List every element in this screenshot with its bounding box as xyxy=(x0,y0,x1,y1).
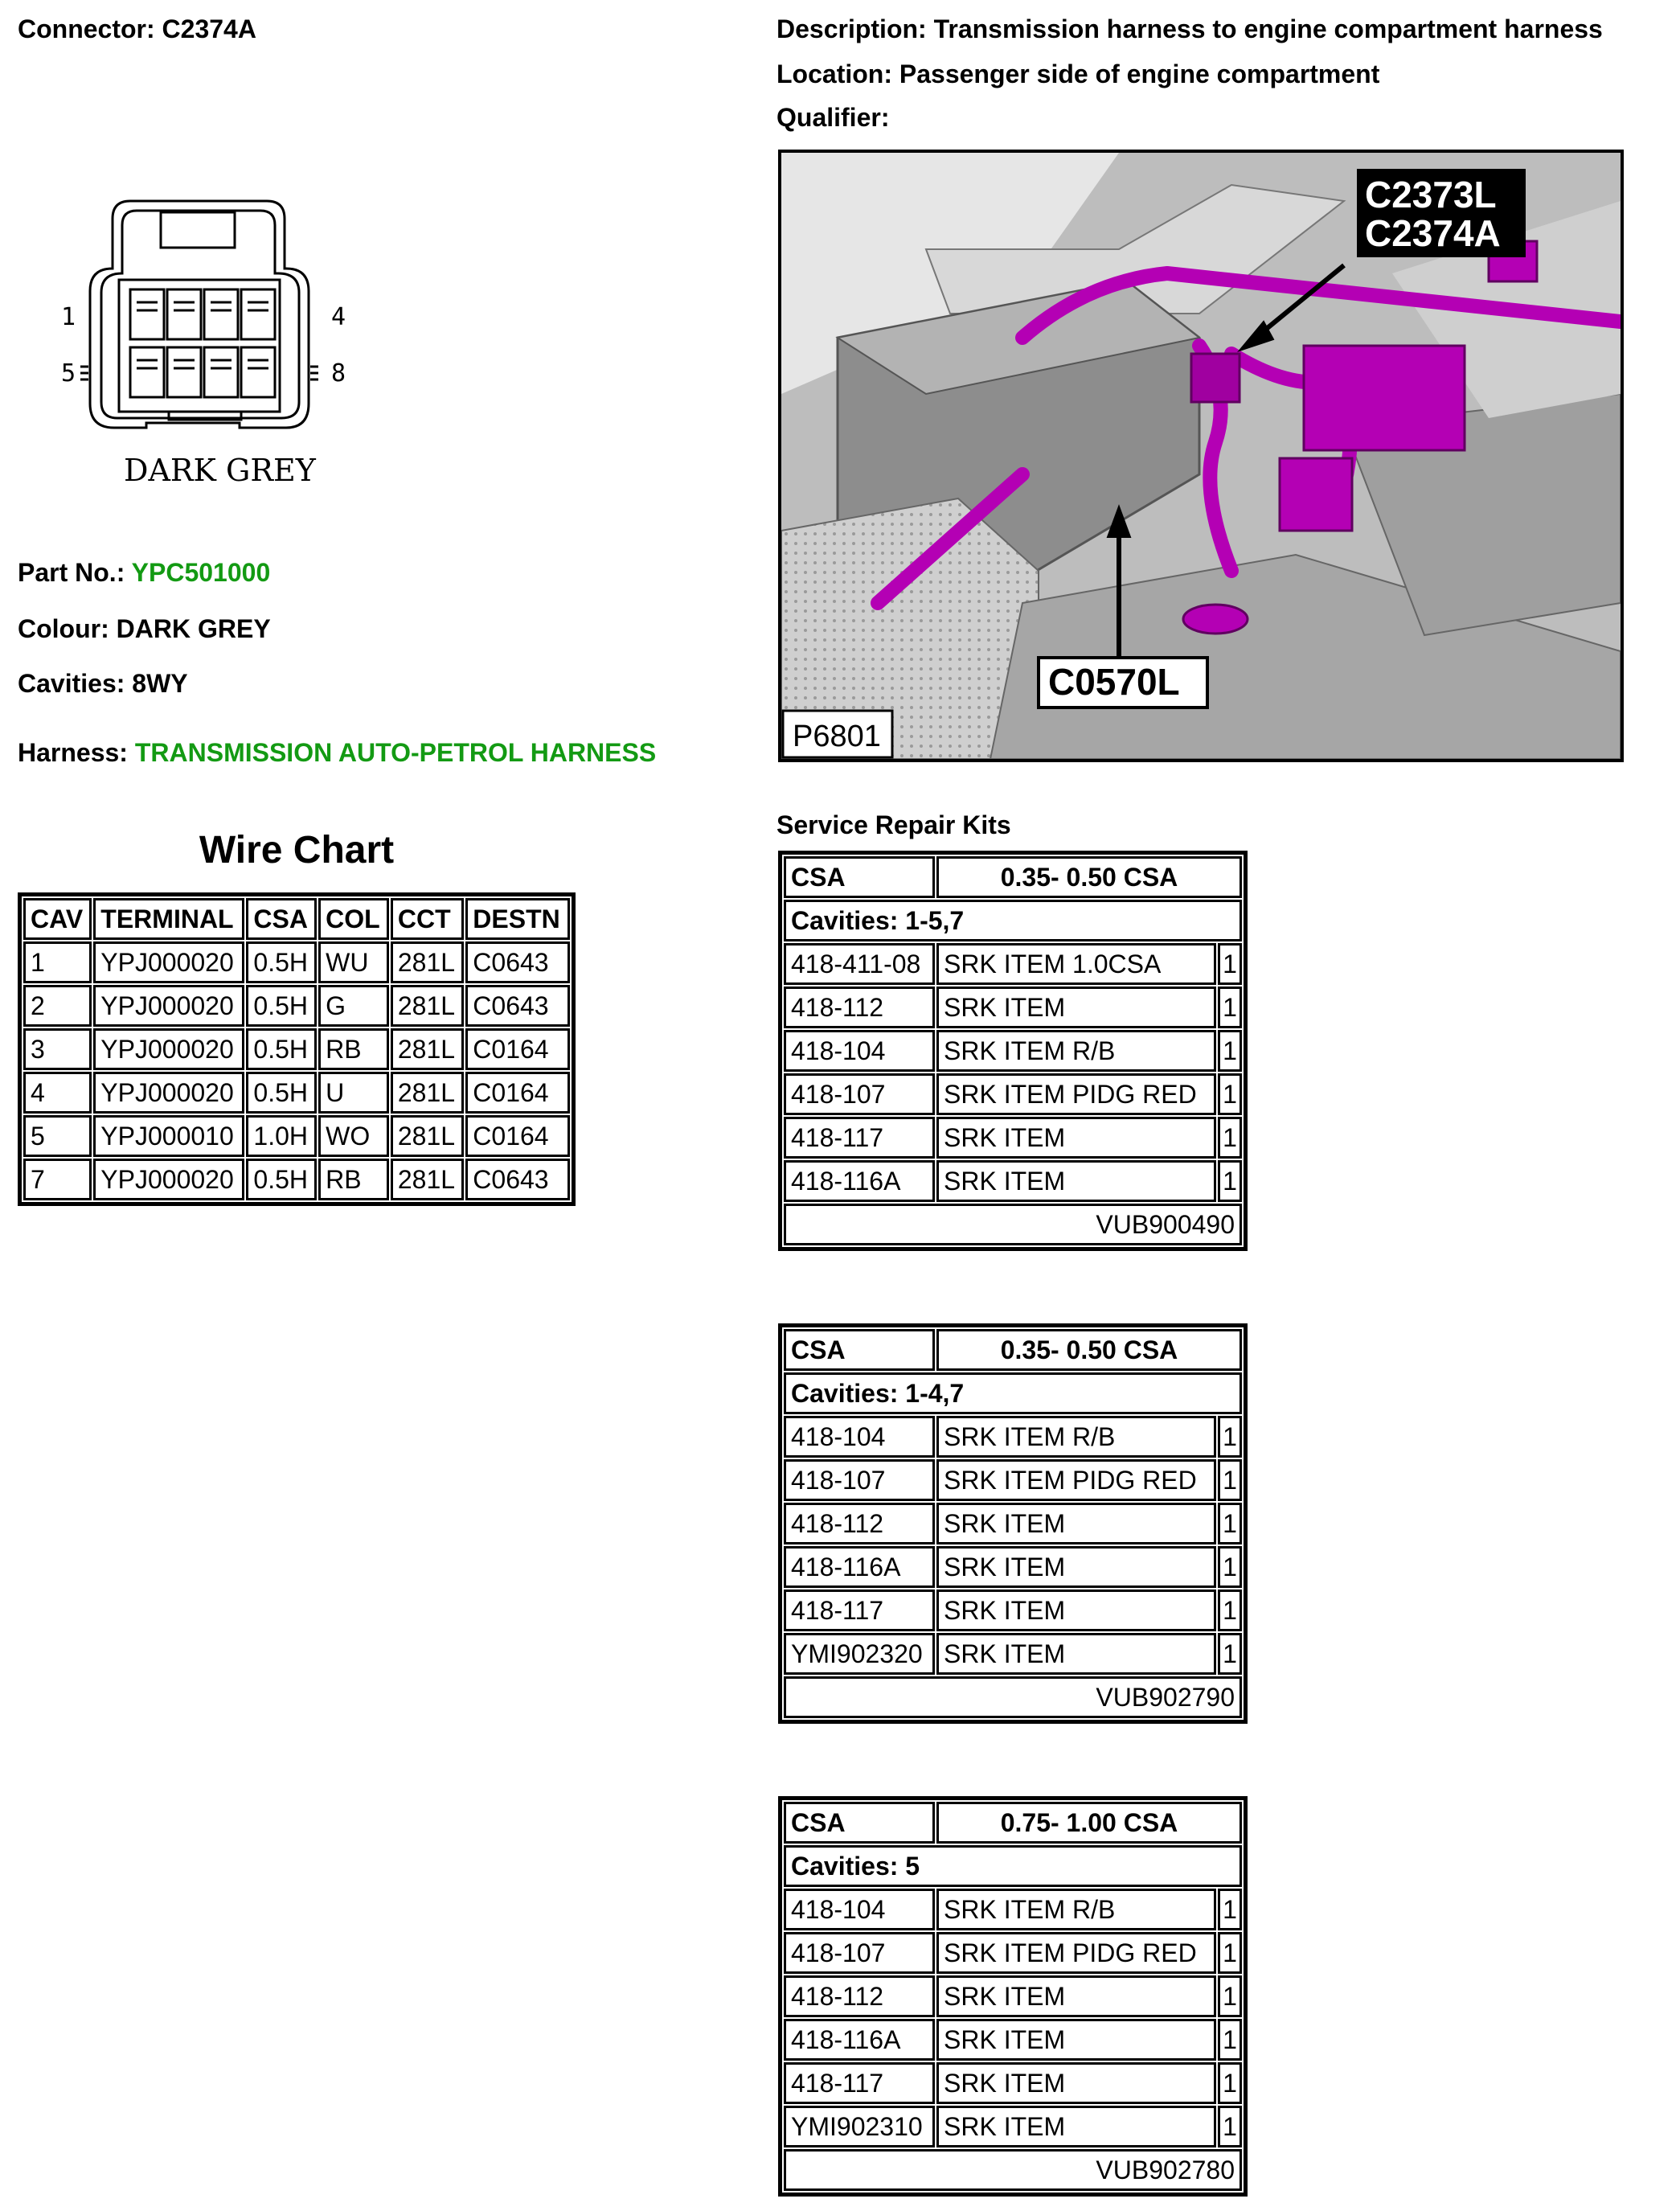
location-photo xyxy=(778,150,1624,762)
service-repair-kits-title: Service Repair Kits xyxy=(776,810,1011,839)
wire-cell-cct: 281L xyxy=(391,941,464,983)
connector-colour-caption: DARK GREY xyxy=(124,453,316,488)
kit-item-row xyxy=(784,1975,1242,2017)
wire-cell-terminal: YPJ000020 xyxy=(93,1159,244,1200)
kit-item-code: YMI902320 xyxy=(784,1633,935,1675)
kit-item-qty: 1 xyxy=(1218,2062,1242,2104)
colour-value: DARK GREY xyxy=(116,614,271,643)
wire-header-destn: DESTN xyxy=(465,898,570,940)
kit-csa-value: 0.35- 0.50 CSA xyxy=(936,1329,1242,1371)
kit-item-qty: 1 xyxy=(1218,1975,1242,2017)
kit-item-description: SRK ITEM xyxy=(936,2106,1216,2147)
kit-item-description: SRK ITEM 1.0CSA xyxy=(936,943,1216,985)
figure-id: P6801 xyxy=(793,720,881,753)
wire-cell-cct: 281L xyxy=(391,985,464,1027)
wire-cell-destn: C0643 xyxy=(465,985,570,1027)
location-value: Passenger side of engine compartment xyxy=(899,59,1380,88)
wire-cell-cct: 281L xyxy=(391,1028,464,1070)
kit-number-row xyxy=(784,1204,1242,1245)
kit-item-row xyxy=(784,1416,1242,1458)
wire-cell-csa: 1.0H xyxy=(246,1115,317,1157)
wire-cell-csa: 0.5H xyxy=(246,1072,317,1114)
wire-header-csa: CSA xyxy=(246,898,317,940)
kit-item-description: SRK ITEM xyxy=(936,1546,1216,1588)
wire-cell-terminal: YPJ000020 xyxy=(93,1028,244,1070)
description-label: Description: xyxy=(776,14,927,43)
wire-header-col: COL xyxy=(318,898,389,940)
colour-label: Colour: xyxy=(18,614,109,643)
wire-cell-csa: 0.5H xyxy=(246,1028,317,1070)
wire-cell-terminal: YPJ000020 xyxy=(93,985,244,1027)
wire-chart-row xyxy=(23,985,570,1027)
wire-cell-terminal: YPJ000020 xyxy=(93,941,244,983)
kit-item-qty: 1 xyxy=(1218,2106,1242,2147)
wire-cell-cct: 281L xyxy=(391,1115,464,1157)
kit-cavities-row xyxy=(784,1845,1242,1887)
kit-item-row xyxy=(784,1932,1242,1974)
kit-item-row xyxy=(784,987,1242,1028)
kit-item-row xyxy=(784,1546,1242,1588)
kit-csa-label: CSA xyxy=(784,856,935,898)
description-line xyxy=(776,14,1603,44)
kit-csa-label: CSA xyxy=(784,1802,935,1844)
kit-item-qty: 1 xyxy=(1218,1546,1242,1588)
kit-item-code: 418-104 xyxy=(784,1030,935,1072)
wire-header-terminal: TERMINAL xyxy=(93,898,244,940)
kit-item-qty: 1 xyxy=(1218,1932,1242,1974)
wire-cell-csa: 0.5H xyxy=(246,941,317,983)
part-no-value: YPC501000 xyxy=(131,558,271,587)
wire-cell-col: G xyxy=(318,985,389,1027)
kit-item-description: SRK ITEM xyxy=(936,2062,1216,2104)
kit-item-description: SRK ITEM xyxy=(936,1503,1216,1544)
colour-line xyxy=(18,614,271,644)
kit-item-description: SRK ITEM xyxy=(936,1633,1216,1675)
connector-label: Connector: xyxy=(18,14,155,43)
wire-cell-destn: C0643 xyxy=(465,941,570,983)
wire-cell-destn: C0643 xyxy=(465,1159,570,1200)
kit-item-row xyxy=(784,1889,1242,1930)
kit-item-qty: 1 xyxy=(1218,1160,1242,1202)
kit-item-qty: 1 xyxy=(1218,1590,1242,1631)
kit-number: VUB902780 xyxy=(784,2149,1242,2191)
wire-chart-row xyxy=(23,1072,570,1114)
kit-item-description: SRK ITEM R/B xyxy=(936,1030,1216,1072)
pin-label-5: 5 xyxy=(61,359,76,388)
kit-number-row xyxy=(784,2149,1242,2191)
pin-label-8: 8 xyxy=(331,359,346,388)
wire-chart-row xyxy=(23,1028,570,1070)
kit-item-qty: 1 xyxy=(1218,1117,1242,1159)
kit-item-code: 418-411-08 xyxy=(784,943,935,985)
harness-line xyxy=(18,738,656,768)
connector-line xyxy=(18,14,256,44)
kit-item-row xyxy=(784,1503,1242,1544)
cavities-line xyxy=(18,669,188,699)
kit-item-qty: 1 xyxy=(1218,2019,1242,2061)
kit-item-code: 418-107 xyxy=(784,1073,935,1115)
kit-cavities-row xyxy=(784,900,1242,941)
wire-chart-table xyxy=(18,892,576,1206)
wire-cell-col: WO xyxy=(318,1115,389,1157)
cavities-value: 8WY xyxy=(132,669,188,698)
kit-header-row xyxy=(784,1329,1242,1371)
kit-csa-value: 0.75- 1.00 CSA xyxy=(936,1802,1242,1844)
kit-item-code: 418-116A xyxy=(784,2019,935,2061)
wire-cell-cav: 7 xyxy=(23,1159,92,1200)
kit-item-qty: 1 xyxy=(1218,1459,1242,1501)
connector-face-diagram xyxy=(56,190,394,495)
wire-cell-cct: 281L xyxy=(391,1159,464,1200)
kit-item-row xyxy=(784,1073,1242,1115)
callout-c2374a: C2374A xyxy=(1365,212,1501,254)
wire-chart-title: Wire Chart xyxy=(199,829,395,872)
kit-item-code: 418-104 xyxy=(784,1416,935,1458)
kit-item-row xyxy=(784,1459,1242,1501)
wire-cell-col: WU xyxy=(318,941,389,983)
kit-item-qty: 1 xyxy=(1218,1633,1242,1675)
kit-item-qty: 1 xyxy=(1218,1416,1242,1458)
kit-item-code: 418-117 xyxy=(784,2062,935,2104)
kit-item-code: 418-116A xyxy=(784,1546,935,1588)
kit-item-row xyxy=(784,2106,1242,2147)
wire-cell-cav: 4 xyxy=(23,1072,92,1114)
kit-item-code: 418-116A xyxy=(784,1160,935,1202)
kit-item-code: 418-112 xyxy=(784,1975,935,2017)
wire-cell-destn: C0164 xyxy=(465,1028,570,1070)
wire-cell-col: RB xyxy=(318,1159,389,1200)
pin-label-1: 1 xyxy=(61,303,76,331)
kit-item-qty: 1 xyxy=(1218,987,1242,1028)
kit-number: VUB900490 xyxy=(784,1204,1242,1245)
qualifier-label: Qualifier: xyxy=(776,103,890,132)
kit-item-description: SRK ITEM xyxy=(936,2019,1216,2061)
harness-label: Harness: xyxy=(18,738,128,767)
kit-item-row xyxy=(784,2019,1242,2061)
wire-cell-cav: 5 xyxy=(23,1115,92,1157)
kit-csa-value: 0.35- 0.50 CSA xyxy=(936,856,1242,898)
kit-item-code: 418-117 xyxy=(784,1117,935,1159)
kit-item-qty: 1 xyxy=(1218,1889,1242,1930)
wire-cell-destn: C0164 xyxy=(465,1072,570,1114)
wire-cell-destn: C0164 xyxy=(465,1115,570,1157)
wire-cell-terminal: YPJ000010 xyxy=(93,1115,244,1157)
kit-header-row xyxy=(784,1802,1242,1844)
kit-csa-label: CSA xyxy=(784,1329,935,1371)
kit-item-description: SRK ITEM xyxy=(936,987,1216,1028)
kit-cavities: Cavities: 5 xyxy=(784,1845,1242,1887)
location-line xyxy=(776,59,1379,89)
kit-header-row xyxy=(784,856,1242,898)
kit-number-row xyxy=(784,1676,1242,1718)
kit-item-row xyxy=(784,1117,1242,1159)
wire-cell-csa: 0.5H xyxy=(246,1159,317,1200)
wire-chart-row xyxy=(23,1159,570,1200)
description-value: Transmission harness to engine compartment harness xyxy=(933,14,1603,43)
wire-cell-cav: 2 xyxy=(23,985,92,1027)
wire-cell-csa: 0.5H xyxy=(246,985,317,1027)
harness-value: TRANSMISSION AUTO-PETROL HARNESS xyxy=(134,738,657,767)
kit-item-code: 418-107 xyxy=(784,1459,935,1501)
repair-kit-table xyxy=(778,851,1248,1251)
kit-item-description: SRK ITEM PIDG RED xyxy=(936,1459,1216,1501)
kit-item-code: 418-104 xyxy=(784,1889,935,1930)
location-label: Location: xyxy=(776,59,892,88)
kit-item-row xyxy=(784,943,1242,985)
pin-label-4: 4 xyxy=(331,303,346,331)
kit-item-description: SRK ITEM PIDG RED xyxy=(936,1932,1216,1974)
kit-item-row xyxy=(784,2062,1242,2104)
wire-chart-row xyxy=(23,941,570,983)
kit-item-row xyxy=(784,1590,1242,1631)
kit-item-description: SRK ITEM R/B xyxy=(936,1416,1216,1458)
kit-item-row xyxy=(784,1633,1242,1675)
callout-c2373l: C2373L xyxy=(1365,174,1497,215)
repair-kit-table xyxy=(778,1323,1248,1724)
kit-item-row xyxy=(784,1160,1242,1202)
kit-item-qty: 1 xyxy=(1218,1503,1242,1544)
kit-item-code: YMI902310 xyxy=(784,2106,935,2147)
wire-header-cct: CCT xyxy=(391,898,464,940)
kit-cavities-row xyxy=(784,1372,1242,1414)
connector-value: C2374A xyxy=(162,14,256,43)
kit-item-qty: 1 xyxy=(1218,943,1242,985)
wire-cell-cav: 3 xyxy=(23,1028,92,1070)
wire-cell-cav: 1 xyxy=(23,941,92,983)
wire-cell-col: U xyxy=(318,1072,389,1114)
wire-header-cav: CAV xyxy=(23,898,92,940)
kit-item-description: SRK ITEM xyxy=(936,1160,1216,1202)
kit-number: VUB902790 xyxy=(784,1676,1242,1718)
part-no-label: Part No.: xyxy=(18,558,125,587)
wire-cell-cct: 281L xyxy=(391,1072,464,1114)
kit-item-qty: 1 xyxy=(1218,1030,1242,1072)
kit-item-code: 418-112 xyxy=(784,987,935,1028)
qualifier-line xyxy=(776,103,889,133)
kit-item-code: 418-117 xyxy=(784,1590,935,1631)
cavities-label: Cavities: xyxy=(18,669,125,698)
callout-c0570l: C0570L xyxy=(1048,661,1180,703)
wire-chart-row xyxy=(23,1115,570,1157)
kit-item-row xyxy=(784,1030,1242,1072)
wire-cell-terminal: YPJ000020 xyxy=(93,1072,244,1114)
wire-chart-header-row xyxy=(23,898,570,940)
wire-cell-col: RB xyxy=(318,1028,389,1070)
kit-item-description: SRK ITEM xyxy=(936,1590,1216,1631)
kit-item-description: SRK ITEM xyxy=(936,1975,1216,2017)
kit-item-code: 418-107 xyxy=(784,1932,935,1974)
kit-item-qty: 1 xyxy=(1218,1073,1242,1115)
kit-item-description: SRK ITEM PIDG RED xyxy=(936,1073,1216,1115)
kit-item-code: 418-112 xyxy=(784,1503,935,1544)
part-no-line xyxy=(18,558,270,588)
kit-item-description: SRK ITEM xyxy=(936,1117,1216,1159)
kit-cavities: Cavities: 1-5,7 xyxy=(784,900,1242,941)
repair-kit-table xyxy=(778,1796,1248,2197)
engine-bay-illustration xyxy=(781,153,1621,759)
kit-cavities: Cavities: 1-4,7 xyxy=(784,1372,1242,1414)
kit-item-description: SRK ITEM R/B xyxy=(936,1889,1216,1930)
